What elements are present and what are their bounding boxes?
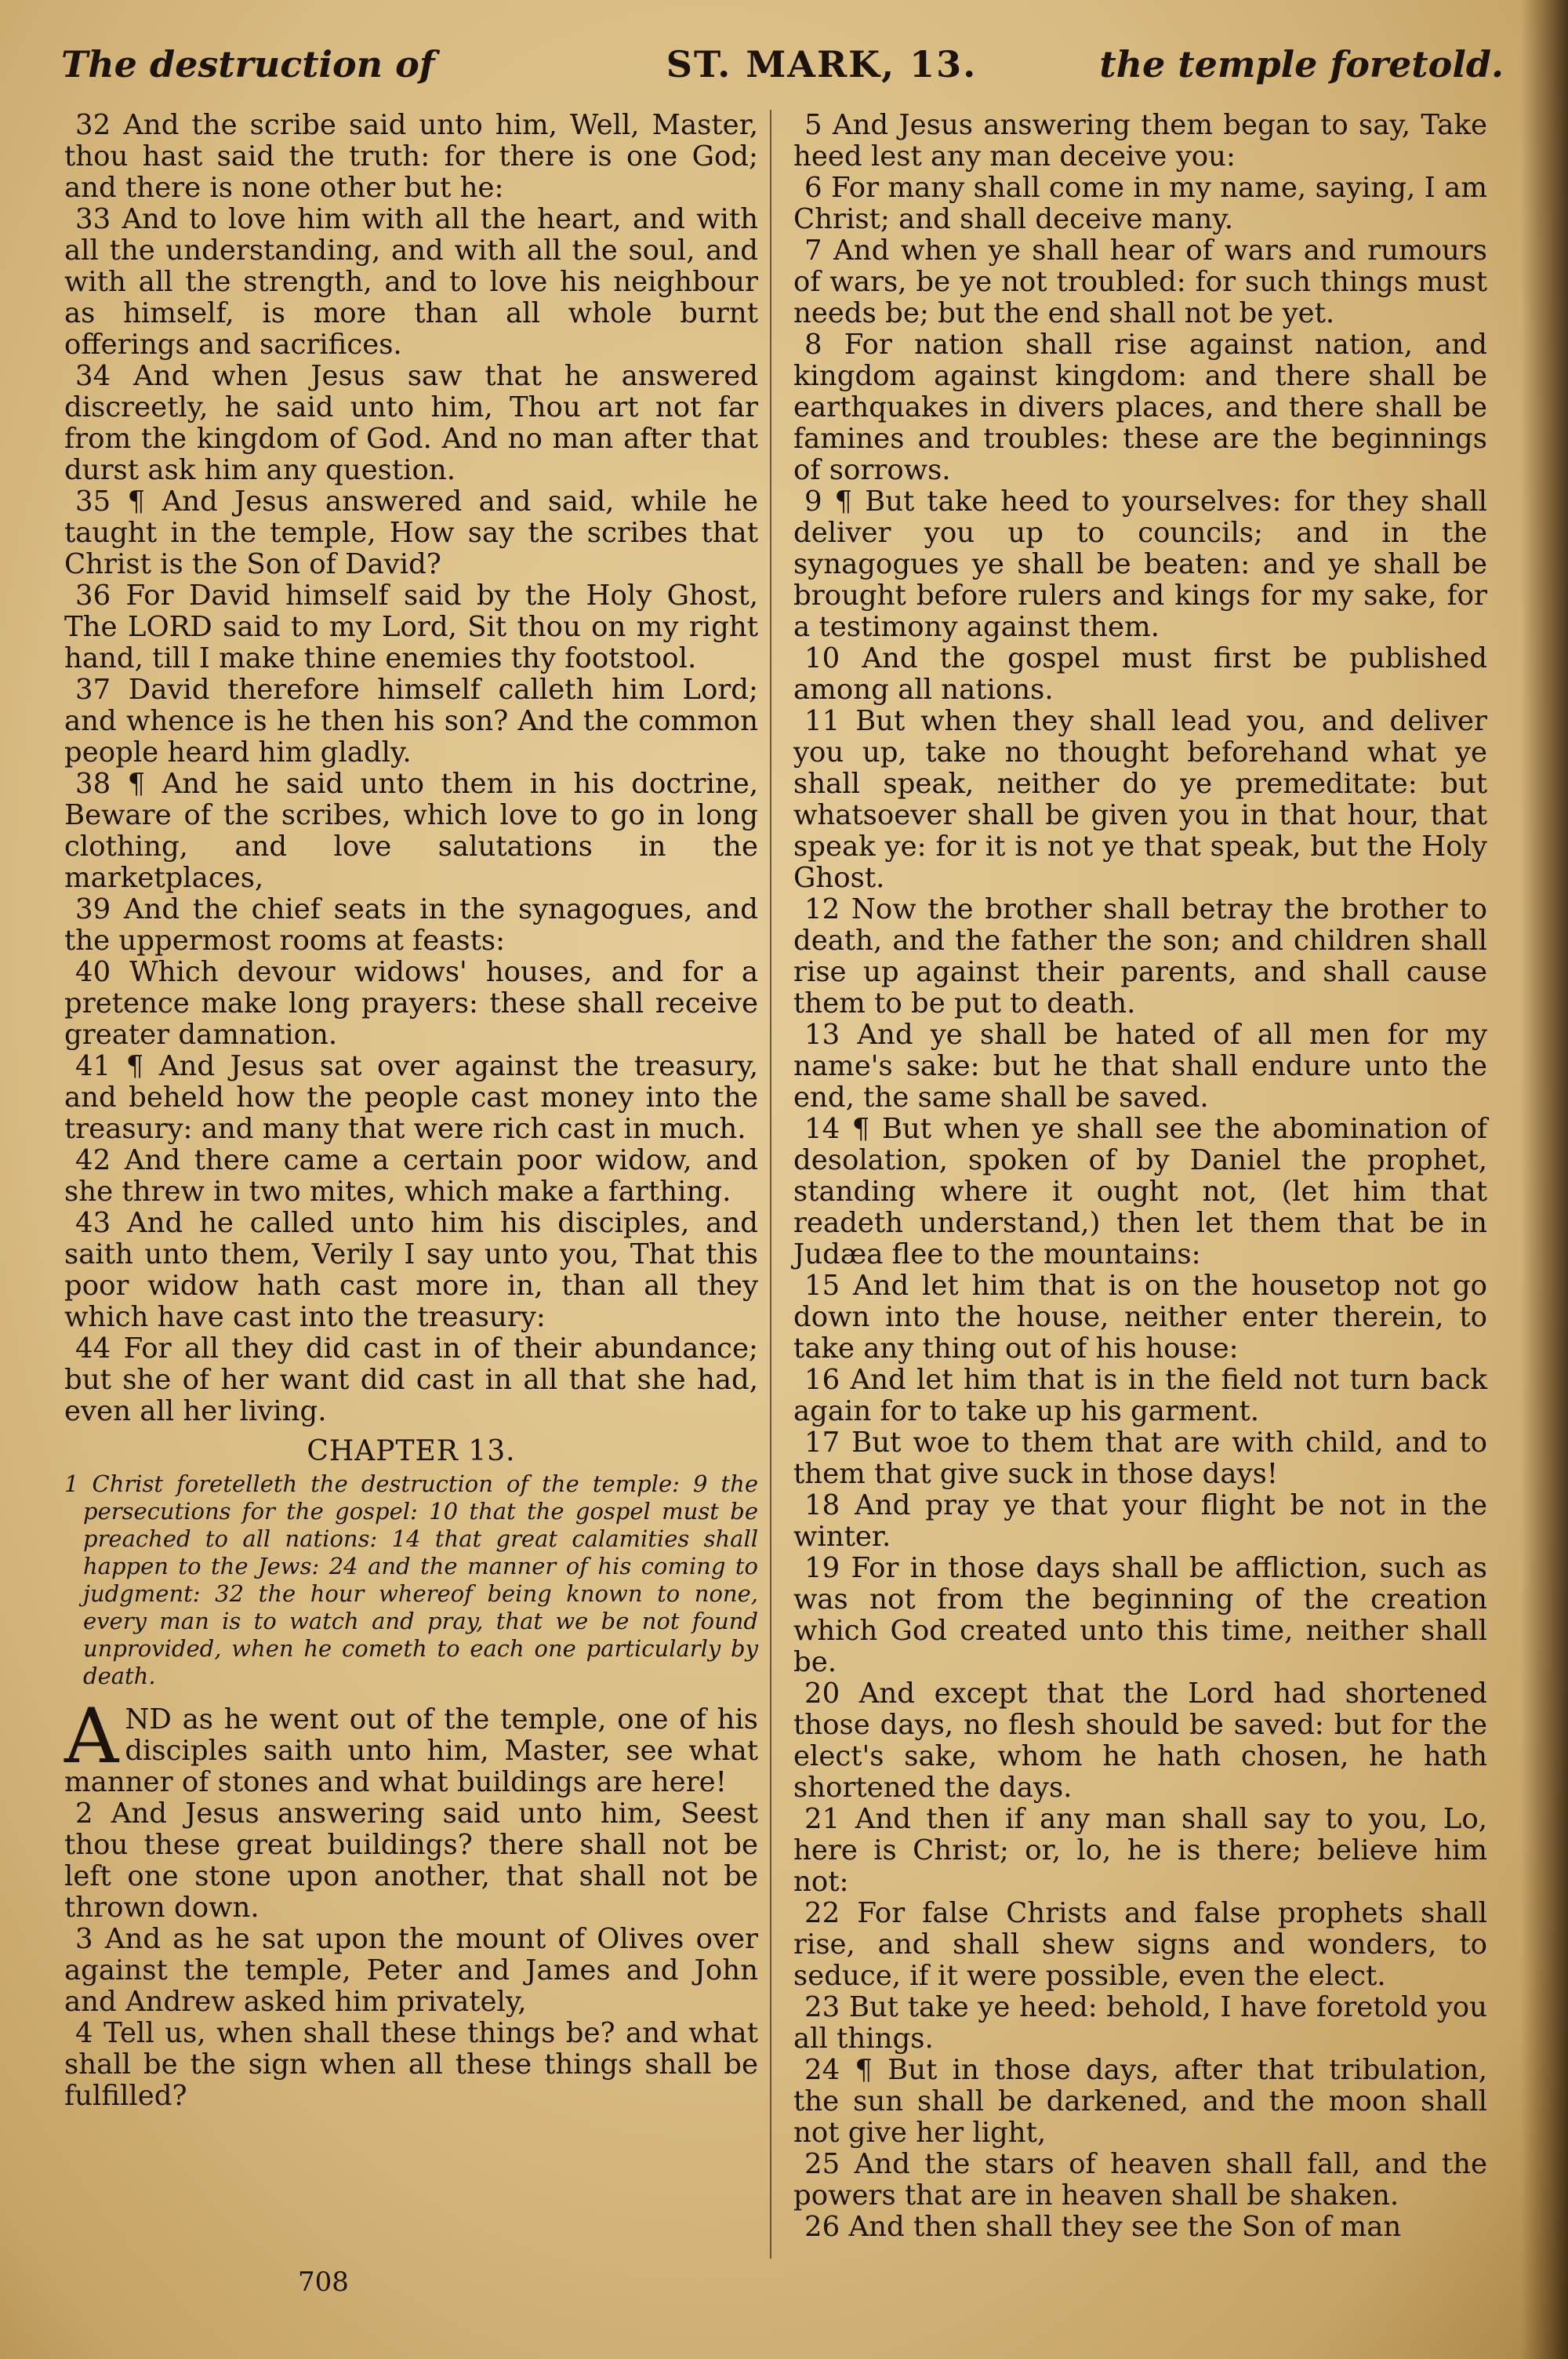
verse-13-18: 18 And pray ye that your flight be not in the winter. <box>793 1489 1487 1553</box>
book-gutter-shadow <box>1521 0 1568 2359</box>
verse-13-10: 10 And the gospel must first be published among all nations. <box>793 642 1487 706</box>
verse-13-13: 13 And ye shall be hated of all men for my name's sake: but he that shall endure unto the end, the same shall be saved. <box>793 1019 1487 1114</box>
verse-13-21: 21 And then if any man shall say to you, Lo, here is Christ; or, lo, he is there; believe him not: <box>793 1803 1487 1898</box>
verse-12-42: 42 And there came a certain poor widow, and she threw in two mites, which make a farthing. <box>64 1144 758 1208</box>
verse-12-40: 40 Which devour widows' houses, and for a pretence make long prayers: these shall receive greater damnation. <box>64 956 758 1051</box>
verse-13-14: 14 ¶ But when ye shall see the abomination of desolation, spoken of by Daniel the prophet, standing where it ought not, (let him that readeth understand,) then let them that be in Judæa flee to the mountains: <box>793 1113 1487 1270</box>
verse-13-9: 9 ¶ But take heed to yourselves: for they shall deliver you up to councils; and in the synagogues ye shall be beaten: and ye shall be brought before rulers and kings for my sake, for a testimony against them. <box>793 485 1487 643</box>
verse-13-2: 2 And Jesus answering said unto him, Seest thou these great buildings? there shall not be left one stone upon another, that shall not be thrown down. <box>64 1797 758 1924</box>
verse-13-7: 7 And when ye shall hear of wars and rumours of wars, be ye not troubled: for such things must needs be; but the end shall not be yet. <box>793 234 1487 329</box>
verse-12-41: 41 ¶ And Jesus sat over against the treasury, and beheld how the people cast money into the treasury: and many that were rich cast in much. <box>64 1050 758 1145</box>
verse-13-12: 12 Now the brother shall betray the brother to death, and the father the son; and children shall rise up against their parents, and shall cause them to be put to death. <box>793 893 1487 1020</box>
verse-13-5: 5 And Jesus answering them began to say, Take heed lest any man deceive you: <box>793 109 1487 173</box>
verse-13-8: 8 For nation shall rise against nation, and kingdom against kingdom: and there shall be earthquakes in divers places, and there shall be famines and troubles: these are the beginnings of sorrows. <box>793 329 1487 486</box>
verse-12-36: 36 For David himself said by the Holy Ghost, The LORD said to my Lord, Sit thou on my right hand, till I make thine enemies thy footstool. <box>64 580 758 674</box>
verse-12-37: 37 David therefore himself calleth him Lord; and whence is he then his son? And the common people heard him gladly. <box>64 674 758 769</box>
verse-13-15: 15 And let him that is on the housetop not go down into the house, neither enter therein, to take any thing out of his house: <box>793 1270 1487 1365</box>
verse-12-35: 35 ¶ And Jesus answered and said, while he taught in the temple, How say the scribes that Christ is the Son of David? <box>64 485 758 580</box>
running-header <box>61 43 1504 98</box>
chapter-title: CHAPTER 13. <box>307 1435 516 1467</box>
verse-12-38: 38 ¶ And he said unto them in his doctrine, Beware of the scribes, which love to go in long clothing, and love salutations in the marketplaces, <box>64 768 758 894</box>
verse-13-23: 23 But take ye heed: behold, I have foretold you all things. <box>793 1991 1487 2055</box>
header-center: ST. MARK, 13. <box>666 43 978 85</box>
verse-12-43: 43 And he called unto him his disciples, and saith unto them, Verily I say unto you, That this poor widow hath cast more in, than all they which have cast into the treasury: <box>64 1207 758 1333</box>
chapter-summary: 1 Christ foretelleth the destruction of the temple: 9 the persecutions for the gospel: 10 that the gospel must be preached to all nations: 14 that great calamities shall happen to the Jews: 24 and the manner of his coming to judgment: 32 the hour whereof being known to none, every man is to watch and pray, that we be not found unprovided, when he cometh to each one particularly by death. <box>64 1470 758 1689</box>
verse-12-33: 33 And to love him with all the heart, and with all the understanding, and with all the soul, and with all the strength, and to love his neighbour as himself, is more than all whole burnt offerings and sacrifices. <box>64 203 758 361</box>
verse-12-44: 44 For all they did cast in of their abundance; but she of her want did cast in all that she had, even all her living. <box>64 1332 758 1427</box>
verse-13-16: 16 And let him that is in the field not turn back again for to take up his garment. <box>793 1364 1487 1427</box>
verse-13-22: 22 For false Christs and false prophets shall rise, and shall shew signs and wonders, to seduce, if it were possible, even the elect. <box>793 1897 1487 1992</box>
page-number: 708 <box>298 2266 349 2298</box>
left-column <box>64 110 758 2112</box>
column-divider <box>770 110 771 2259</box>
verse-13-11: 11 But when they shall lead you, and deliver you up, take no thought beforehand what ye shall speak, neither do ye premeditate: but whatsoever shall be given you in that hour, that speak ye: for it is not ye that speak, but the Holy Ghost. <box>793 705 1487 894</box>
header-left: The destruction of <box>61 43 435 85</box>
verse-12-39: 39 And the chief seats in the synagogues, and the uppermost rooms at feasts: <box>64 893 758 957</box>
drop-cap: A <box>64 1692 119 1780</box>
verse-13-3: 3 And as he sat upon the mount of Olives over against the temple, Peter and James and John and Andrew asked him privately, <box>64 1923 758 2018</box>
verse-12-32: 32 And the scribe said unto him, Well, Master, thou hast said the truth: for there is one God; and there is none other but he: <box>64 109 758 204</box>
verse-13-6: 6 For many shall come in my name, saying, I am Christ; and shall deceive many. <box>793 172 1487 235</box>
verse-12-34: 34 And when Jesus saw that he answered discreetly, he said unto him, Thou art not far from the kingdom of God. And no man after that durst ask him any question. <box>64 360 758 486</box>
header-right: the temple foretold. <box>1099 43 1504 85</box>
right-column <box>793 110 1487 2243</box>
verse-13-4: 4 Tell us, when shall these things be? and what shall be the sign when all these things shall be fulfilled? <box>64 2017 758 2112</box>
verse-13-1 <box>64 1692 758 1798</box>
verse-13-20: 20 And except that the Lord had shortened those days, no flesh should be saved: but for the elect's sake, whom he hath chosen, he hath shortened the days. <box>793 1677 1487 1804</box>
verse-13-25: 25 And the stars of heaven shall fall, and the powers that are in heaven shall be shaken. <box>793 2148 1487 2212</box>
verse-13-17: 17 But woe to them that are with child, and to them that give suck in those days! <box>793 1427 1487 1490</box>
verse-13-1-text: ND as he went out of the temple, one of his disciples saith unto him, Master, see what manner of stones and what buildings are here! <box>64 1703 758 1798</box>
verse-13-26: 26 And then shall they see the Son of man <box>804 2211 1402 2243</box>
verse-13-24: 24 ¶ But in those days, after that tribulation, the sun shall be darkened, and the moon shall not give her light, <box>793 2054 1487 2149</box>
verse-13-19: 19 For in those days shall be affliction, such as was not from the beginning of the creation which God created unto this time, neither shall be. <box>793 1552 1487 1678</box>
